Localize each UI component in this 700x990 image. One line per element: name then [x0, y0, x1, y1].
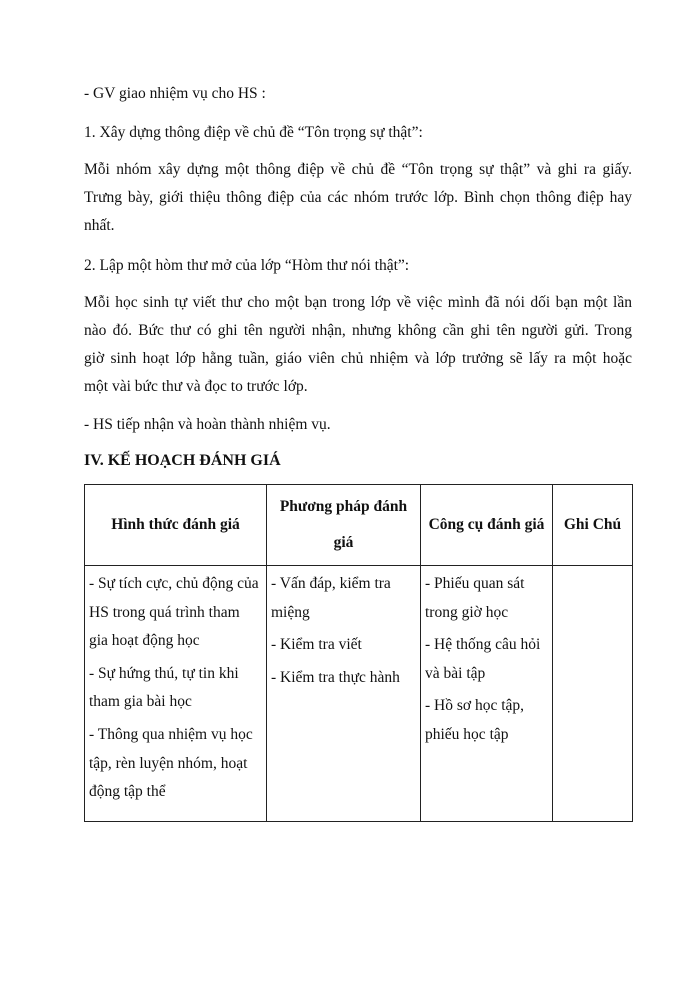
students-receive-task-line: - HS tiếp nhận và hoàn thành nhiệm vụ. [84, 416, 331, 433]
cell-notes [553, 566, 633, 822]
header-assessment-method: Phương pháp đánh giá [267, 485, 421, 566]
list-item: - Kiểm tra thực hành [271, 668, 400, 686]
list-item: - Hệ thống câu hỏi và bài tập [425, 636, 541, 682]
list-item: - Sự tích cực, chủ động của HS trong quá trình tham gia hoạt động học [89, 575, 259, 650]
list-item: - Thông qua nhiệm vụ học tập, rèn luyện nhóm, hoạt động tập thể [89, 725, 253, 801]
list-item: - Phiếu quan sát trong giờ học [425, 575, 525, 621]
task-1-body-line-3: nhất. [84, 217, 115, 234]
list-item: - Hồ sơ học tập, phiếu học tập [425, 697, 525, 743]
task-2-body-line-2: nào đó. Bức thư có ghi tên người nhận, nhưng không cần ghi tên người gửi. Trong [84, 322, 632, 339]
header-assessment-form: Hình thức đánh giá [85, 485, 267, 566]
task-assignment-line: - GV giao nhiệm vụ cho HS : [84, 85, 266, 102]
list-item: - Vấn đáp, kiểm tra miệng [271, 575, 391, 621]
task-2-body-line-1: Mỗi học sinh tự viết thư cho một bạn trong lớp về việc mình đã nói dối bạn một lần [84, 294, 632, 311]
task-2-body-line-4: một vài bức thư và đọc to trước lớp. [84, 378, 308, 395]
cell-assessment-forms [85, 566, 267, 822]
header-notes: Ghi Chú [553, 485, 633, 566]
section-heading: IV. KẾ HOẠCH ĐÁNH GIÁ [84, 452, 281, 469]
task-1-title: 1. Xây dựng thông điệp về chủ đề “Tôn trọng sự thật”: [84, 124, 423, 141]
task-2-title: 2. Lập một hòm thư mở của lớp “Hòm thư nói thật”: [84, 257, 410, 274]
list-item: - Sự hứng thú, tự tin khi tham gia bài học [89, 664, 239, 711]
task-2-body-line-3: giờ sinh hoạt lớp hằng tuần, giáo viên chủ nhiệm và lớp trưởng sẽ lấy ra một hoặc [84, 350, 632, 367]
cell-assessment-tools [421, 566, 553, 822]
header-assessment-tool: Công cụ đánh giá [421, 485, 553, 566]
cell-assessment-methods [267, 566, 421, 822]
table-row [85, 566, 633, 822]
list-item: - Kiểm tra viết [271, 636, 362, 654]
task-1-body-line-2: Trưng bày, giới thiệu thông điệp của các nhóm trước lớp. Bình chọn thông điệp hay [84, 189, 632, 206]
assessment-plan-table [84, 484, 633, 822]
task-1-body-line-1: Mỗi nhóm xây dựng một thông điệp về chủ đề “Tôn trọng sự thật” và ghi ra giấy. [84, 161, 632, 178]
table-header-row [85, 485, 633, 566]
